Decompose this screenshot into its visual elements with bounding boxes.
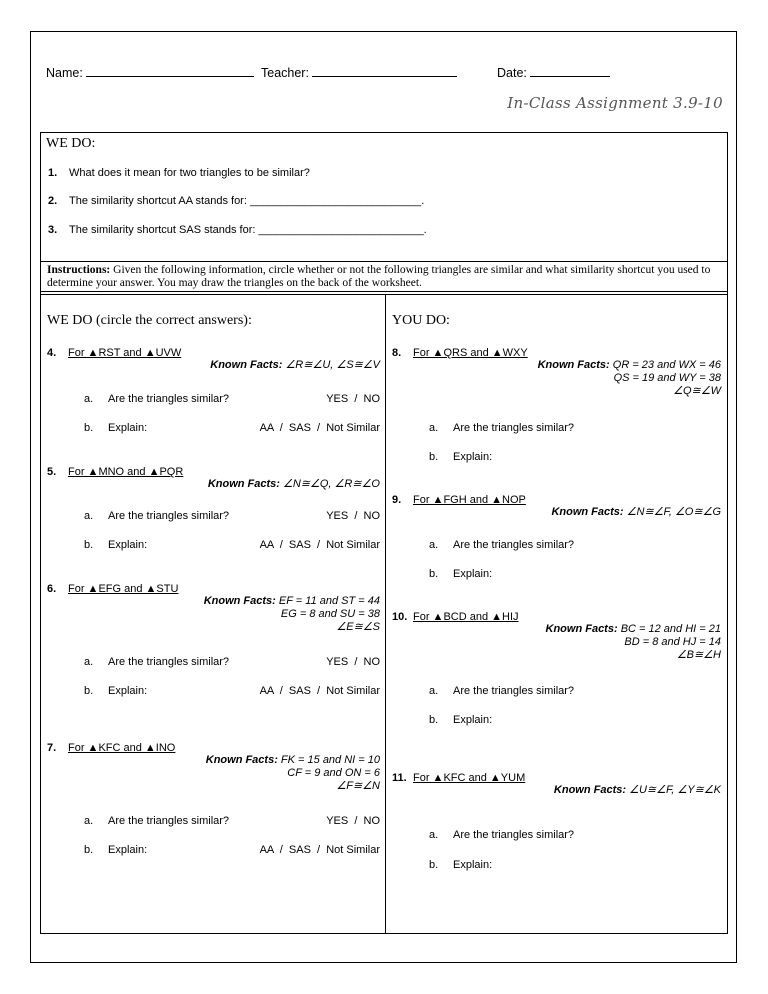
fact-text: FK = 15 and NI = 10 — [277, 754, 380, 766]
fact-text: EF = 11 and ST = 44 — [275, 595, 380, 607]
problem-number: 9. — [392, 494, 402, 506]
known-facts — [392, 623, 721, 662]
question-3 — [48, 224, 427, 236]
yes-no-options[interactable]: YES / NO — [326, 393, 380, 405]
problem-number: 11. — [392, 772, 407, 784]
problem-6-b — [84, 685, 380, 697]
date-field[interactable] — [497, 65, 610, 80]
fact-line-3: ∠F≅∠N — [336, 780, 380, 792]
yes-no-options[interactable]: YES / NO — [326, 815, 380, 827]
problem-title: For ▲FGH and ▲NOP — [413, 494, 526, 506]
question-number: 3. — [48, 224, 58, 236]
problem-10 — [392, 611, 721, 662]
fact-line-1 — [47, 754, 380, 767]
problem-title: For ▲EFG and ▲STU — [68, 583, 179, 595]
problem-5 — [47, 466, 380, 491]
sub-label: a. — [84, 656, 94, 668]
teacher-label: Teacher: — [261, 66, 309, 80]
sub-label: b. — [429, 714, 439, 726]
problem-11-b — [429, 859, 727, 871]
problem-6 — [47, 583, 380, 634]
fact-line: ∠U≅∠F, ∠Y≅∠K — [626, 784, 721, 796]
instructions — [40, 261, 728, 295]
problem-title: For ▲MNO and ▲PQR — [68, 466, 184, 478]
fact-line-2: BD = 8 and HJ = 14 — [624, 636, 721, 648]
problem-4-b — [84, 422, 380, 434]
you-do-column-title: YOU DO: — [392, 313, 450, 328]
known-facts — [47, 359, 380, 372]
fact-line-2: CF = 9 and ON = 6 — [287, 767, 380, 779]
problem-7-b — [84, 844, 380, 856]
sub-question: Explain: — [453, 451, 493, 463]
shortcut-options[interactable]: AA / SAS / Not Similar — [259, 685, 380, 697]
sub-label: a. — [429, 685, 439, 697]
problem-number: 4. — [47, 347, 57, 359]
problem-8 — [392, 347, 721, 398]
known-facts-label: Known Facts: — [553, 784, 627, 796]
we-do-title: WE DO: — [46, 136, 96, 151]
fact-line-3: ∠Q≅∠W — [673, 385, 721, 397]
yes-no-options[interactable]: YES / NO — [326, 510, 380, 522]
known-facts — [47, 478, 380, 491]
sub-label: a. — [84, 815, 94, 827]
problem-11-a — [429, 829, 727, 841]
fact-line-1 — [392, 359, 721, 372]
sub-question: Explain: — [453, 714, 493, 726]
fact-line: ∠N≅∠F, ∠O≅∠G — [623, 506, 721, 518]
known-facts-label: Known Facts: — [203, 595, 276, 607]
sub-label: a. — [429, 422, 439, 434]
problem-number: 8. — [392, 347, 402, 359]
known-facts-label: Known Facts: — [537, 359, 610, 371]
fact-text: QR = 23 and WX = 46 — [609, 359, 721, 371]
sub-question: Are the triangles similar? — [108, 393, 230, 405]
problem-10-b — [429, 714, 727, 726]
problem-4-a — [84, 393, 380, 405]
problem-title: For ▲KFC and ▲YUM — [413, 772, 526, 784]
known-facts-label: Known Facts: — [205, 754, 278, 766]
known-facts-label: Known Facts: — [207, 478, 280, 490]
sub-question: Are the triangles similar? — [453, 422, 575, 434]
name-field[interactable] — [46, 65, 254, 80]
problem-6-a — [84, 656, 380, 668]
problem-number: 7. — [47, 742, 57, 754]
name-label: Name: — [46, 66, 83, 80]
problem-heading — [47, 347, 380, 359]
sub-label: b. — [84, 844, 94, 856]
fact-line-2: EG = 8 and SU = 38 — [280, 608, 380, 620]
sub-label: a. — [84, 510, 94, 522]
instructions-text: Given the following information, circle whether or not the following triangles are similar and what similarity shortcut you used to determine your answer. You may draw the triangles on the back of the worksheet. — [47, 264, 711, 289]
sub-label: b. — [429, 859, 439, 871]
problem-9-b — [429, 568, 727, 580]
fact-line-2: QS = 19 and WY = 38 — [613, 372, 721, 384]
shortcut-options[interactable]: AA / SAS / Not Similar — [259, 844, 380, 856]
known-facts-label: Known Facts: — [551, 506, 624, 518]
teacher-line — [312, 65, 457, 77]
problem-5-a — [84, 510, 380, 522]
fact-line-3: ∠E≅∠S — [336, 621, 380, 633]
known-facts — [392, 506, 721, 519]
sub-label: b. — [84, 422, 94, 434]
problem-7 — [47, 742, 380, 793]
sub-question: Explain: — [108, 685, 148, 697]
yes-no-options[interactable]: YES / NO — [326, 656, 380, 668]
problem-8-a — [429, 422, 727, 434]
question-1 — [48, 167, 310, 179]
name-line — [86, 65, 254, 77]
instructions-label: Instructions: — [47, 264, 111, 276]
fact-text: BC = 12 and HI = 21 — [617, 623, 721, 635]
date-label: Date: — [497, 66, 527, 80]
you-do-column — [386, 295, 727, 933]
problem-7-a — [84, 815, 380, 827]
sub-label: a. — [429, 539, 439, 551]
fact-line-3: ∠B≅∠H — [676, 649, 721, 661]
teacher-field[interactable] — [261, 65, 457, 80]
problem-heading — [47, 742, 380, 754]
problem-title: For ▲QRS and ▲WXY — [413, 347, 528, 359]
shortcut-options[interactable]: AA / SAS / Not Similar — [259, 422, 380, 434]
problem-number: 6. — [47, 583, 57, 595]
problem-9-a — [429, 539, 727, 551]
problem-heading — [392, 772, 721, 784]
problem-9 — [392, 494, 721, 519]
fact-line-1 — [392, 623, 721, 636]
problems-section — [40, 294, 728, 934]
sub-label: b. — [84, 539, 94, 551]
known-facts — [47, 595, 380, 634]
problem-heading — [47, 583, 380, 595]
sub-question: Explain: — [108, 844, 148, 856]
fact-line-1 — [47, 595, 380, 608]
problem-heading — [392, 347, 721, 359]
assignment-title: In-Class Assignment 3.9-10 — [507, 94, 723, 112]
question-text: The similarity shortcut SAS stands for: ___________________________. — [69, 224, 427, 236]
fact-line: ∠N≅∠Q, ∠R≅∠O — [279, 478, 380, 490]
problem-11 — [392, 772, 721, 797]
question-number: 2. — [48, 195, 58, 207]
we-do-column — [41, 295, 386, 933]
question-text: What does it mean for two triangles to be similar? — [69, 167, 310, 179]
sub-label: a. — [429, 829, 439, 841]
problem-number: 10. — [392, 611, 408, 623]
sub-question: Explain: — [108, 539, 148, 551]
question-number: 1. — [48, 167, 58, 179]
problem-number: 5. — [47, 466, 57, 478]
known-facts — [392, 784, 721, 797]
worksheet-page — [30, 31, 737, 963]
sub-label: b. — [429, 568, 439, 580]
sub-label: b. — [429, 451, 439, 463]
problem-heading — [392, 494, 721, 506]
problem-heading — [392, 611, 721, 623]
sub-question: Are the triangles similar? — [108, 656, 230, 668]
sub-label: a. — [84, 393, 94, 405]
shortcut-options[interactable]: AA / SAS / Not Similar — [259, 539, 380, 551]
problem-5-b — [84, 539, 380, 551]
problem-title: For ▲BCD and ▲HIJ — [413, 611, 519, 623]
sub-question: Are the triangles similar? — [453, 829, 575, 841]
sub-question: Are the triangles similar? — [108, 815, 230, 827]
problem-title: For ▲KFC and ▲INO — [68, 742, 176, 754]
sub-question: Are the triangles similar? — [108, 510, 230, 522]
sub-label: b. — [84, 685, 94, 697]
problem-title: For ▲RST and ▲UVW — [68, 347, 182, 359]
problem-4 — [47, 347, 380, 372]
sub-question: Explain: — [453, 859, 493, 871]
known-facts — [392, 359, 721, 398]
sub-question: Explain: — [453, 568, 493, 580]
known-facts-label: Known Facts: — [545, 623, 618, 635]
date-line — [530, 65, 610, 77]
known-facts-label: Known Facts: — [210, 359, 283, 371]
known-facts — [47, 754, 380, 793]
problem-8-b — [429, 451, 727, 463]
question-2 — [48, 195, 424, 207]
problem-heading — [47, 466, 380, 478]
fact-line: ∠R≅∠U, ∠S≅∠V — [282, 359, 380, 371]
sub-question: Are the triangles similar? — [453, 685, 575, 697]
problem-10-a — [429, 685, 727, 697]
question-text: The similarity shortcut AA stands for: ____________________________. — [69, 195, 425, 207]
sub-question: Are the triangles similar? — [453, 539, 575, 551]
we-do-column-title: WE DO (circle the correct answers): — [47, 313, 252, 328]
sub-question: Explain: — [108, 422, 148, 434]
